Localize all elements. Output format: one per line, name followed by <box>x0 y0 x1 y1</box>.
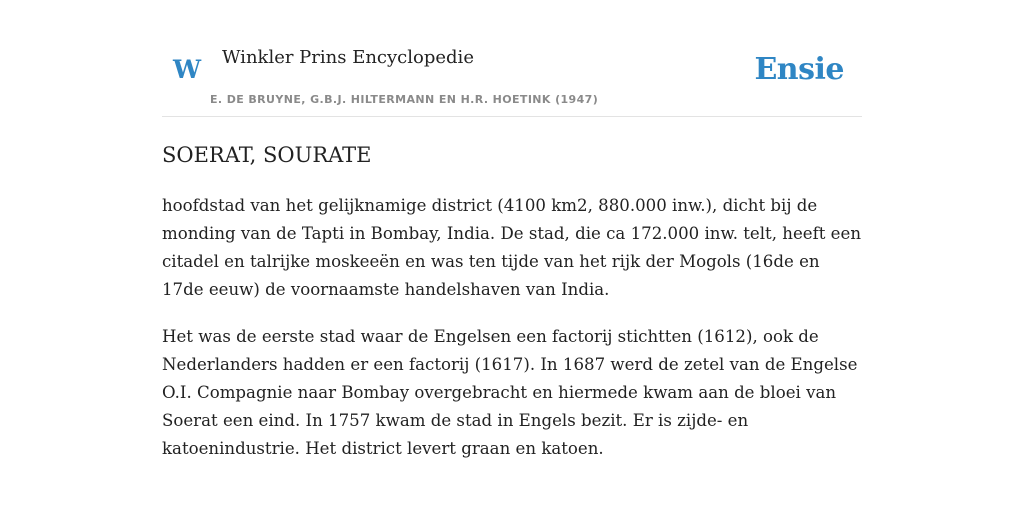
authors-subtitle: E. DE BRUYNE, G.B.J. HILTERMANN EN H.R. HOETINK (1947) <box>210 93 599 106</box>
site-title: Winkler Prins Encyclopedie <box>222 47 474 68</box>
header <box>162 40 862 117</box>
ensie-brand-logo[interactable]: Ensie <box>754 52 844 87</box>
article-title: SOERAT, SOURATE <box>162 143 372 167</box>
article-paragraph: hoofdstad van het gelijknamige district (4100 km2, 880.000 inw.), dicht bij de monding van de Tapti in Bombay, India. De stad, die ca 172.000 inw. telt, heeft een citadel en talrijke moskeeën en was ten tijde van het rijk der Mogols (16de en 17de eeuw) de voornaamste handelshaven van India. <box>162 196 862 299</box>
winkler-prins-logo[interactable]: W <box>173 55 202 84</box>
article-body <box>162 192 866 482</box>
article-paragraph: Het was de eerste stad waar de Engelsen een factorij stichtten (1612), ook de Nederlanders hadden er een factorij (1617). In 1687 werd de zetel van de Engelse O.I. Compagnie naar Bombay overgebracht en hiermede kwam aan de bloei van Soerat een eind. In 1757 kwam de stad in Engels bezit. Er is zijde- en katoenindustrie. Het district levert graan en katoen. <box>162 327 858 458</box>
